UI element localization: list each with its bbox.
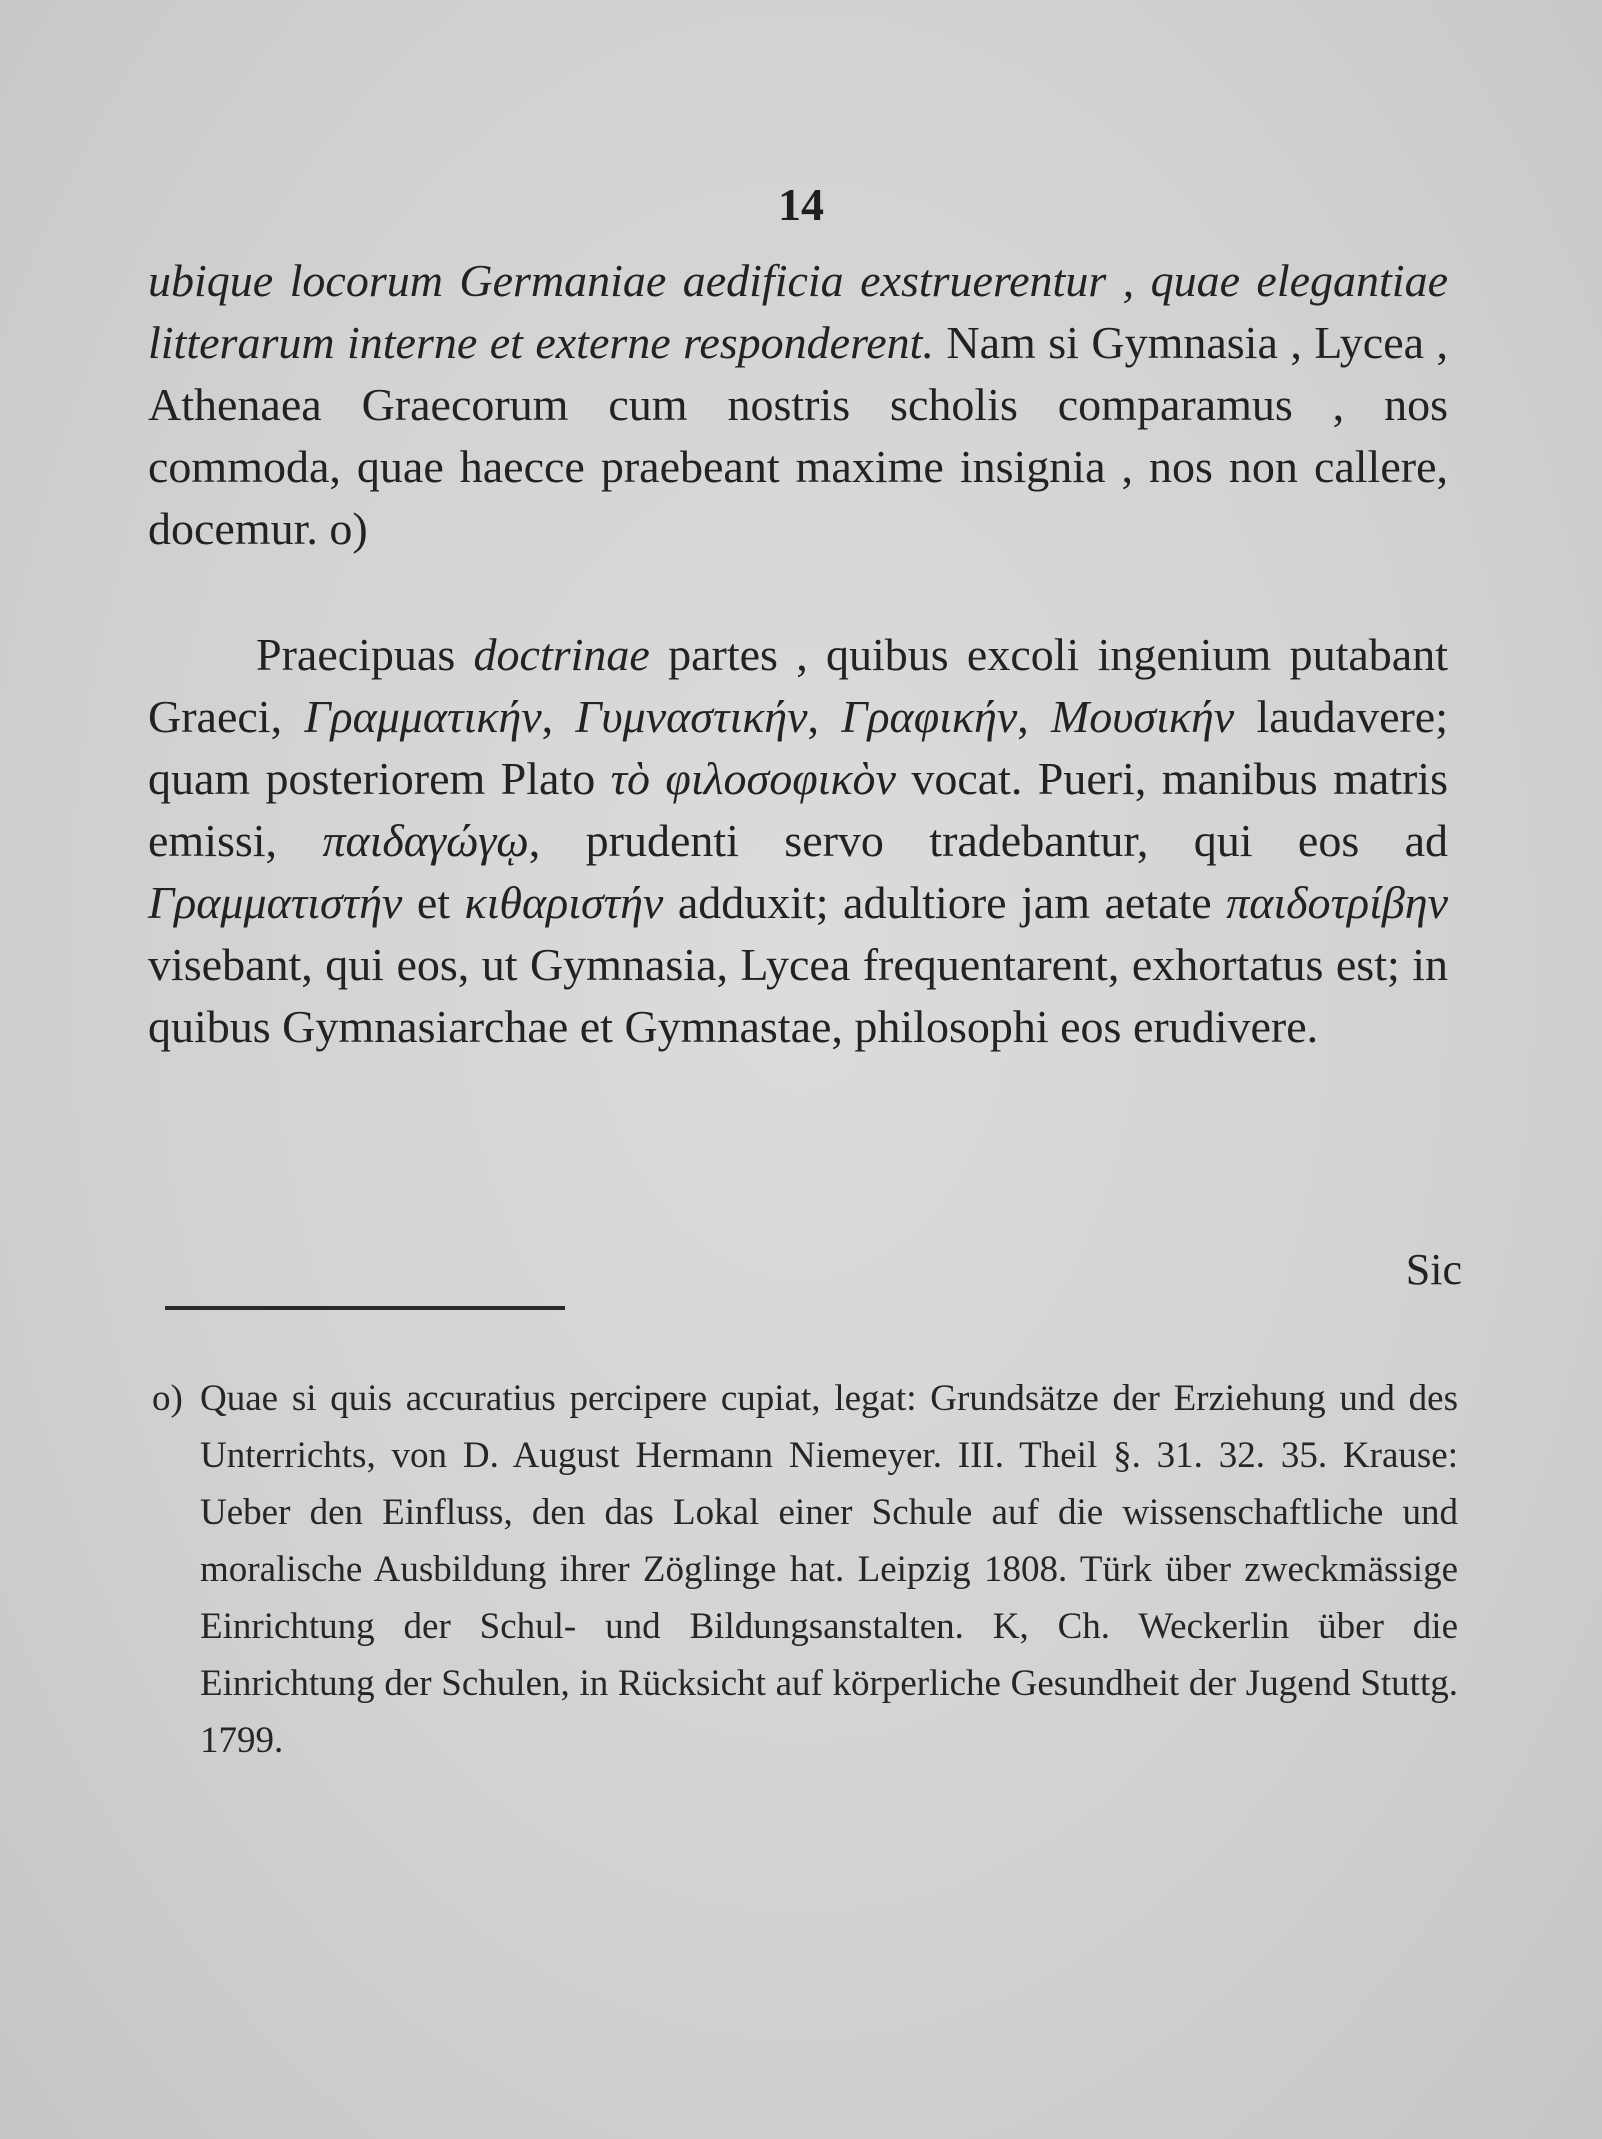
greek-word-5: τὸ φιλοσοφικὸν	[610, 753, 896, 804]
p2-text-3: partes , quibus excoli ingenium putabant Graeci,	[148, 629, 1448, 742]
footnote-text: Quae si quis accuratius percipere cupiat, legat: Grundsätze der Erziehung und des Unterrichts, von D. August Hermann Niemeyer. III. Theil §. 31. 32. 35. Krause: Ueber den Einfluss, den das Lokal einer Schule auf die wissenschaftliche und moralische Ausbildung ihrer Zöglinge hat. Leipzig 1808. Türk über zweckmässige Einrichtung der Schul- und Bildungsanstalten. K, Ch. Weckerlin über die Einrichtung der Schulen, in Rücksicht auf körperliche Gesundheit der Jugend Stuttg. 1799.	[200, 1378, 1458, 1761]
p2-italic-doctrinae: doctrinae	[473, 629, 650, 680]
footnote-marker: o)	[152, 1378, 183, 1419]
p2-text-7: et	[402, 877, 465, 928]
greek-word-2: Γυμναστικήν	[575, 691, 808, 742]
p2-text-8: adduxit; adultiore jam aetate	[663, 877, 1227, 928]
p2-sep-1: ,	[541, 691, 576, 742]
footnote	[152, 1370, 1458, 1769]
greek-word-9: παιδοτρίβην	[1226, 877, 1448, 928]
paragraph-1-italic: ubique locorum Germaniae aedificia exstruerentur , quae elegantiae litterarum interne et externe responderent.	[148, 255, 1448, 368]
p2-sep-2: ,	[807, 691, 842, 742]
p2-sep-3: ,	[1017, 691, 1051, 742]
paragraph-1	[148, 250, 1448, 560]
p2-text-6: , prudenti servo tradebantur, qui eos ad	[528, 815, 1449, 866]
greek-word-4: Μουσικήν	[1050, 691, 1235, 742]
page-number: 14	[778, 179, 824, 230]
footnote-divider	[165, 1306, 565, 1310]
p2-text-1: Praecipuas	[256, 629, 474, 680]
p2-text-4: laudavere; quam posteriorem Plato	[148, 691, 1448, 804]
paragraph-2	[148, 624, 1448, 1058]
p2-text-9: visebant, qui eos, ut Gymnasia, Lycea frequentarent, exhortatus est; in quibus Gymnasiarchae et Gymnastae, philosophi eos erudivere.	[148, 939, 1448, 1052]
greek-word-1: Γραμματικήν	[304, 691, 542, 742]
greek-word-3: Γραφικήν	[841, 691, 1018, 742]
greek-word-6: παιδαγώγῳ	[322, 815, 529, 866]
catchword: Sic	[1405, 1245, 1462, 1294]
p2-text-5: vocat. Pueri, manibus matris emissi,	[148, 753, 1448, 866]
greek-word-7: Γραμματιστήν	[148, 877, 403, 928]
paragraph-1-roman: Nam si Gymnasia , Lycea , Athenaea Graecorum cum nostris scholis comparamus , nos commoda, quae haecce praebeant maxime insignia , nos non callere, docemur. o)	[148, 317, 1448, 554]
greek-word-8: κιθαριστήν	[464, 877, 664, 928]
